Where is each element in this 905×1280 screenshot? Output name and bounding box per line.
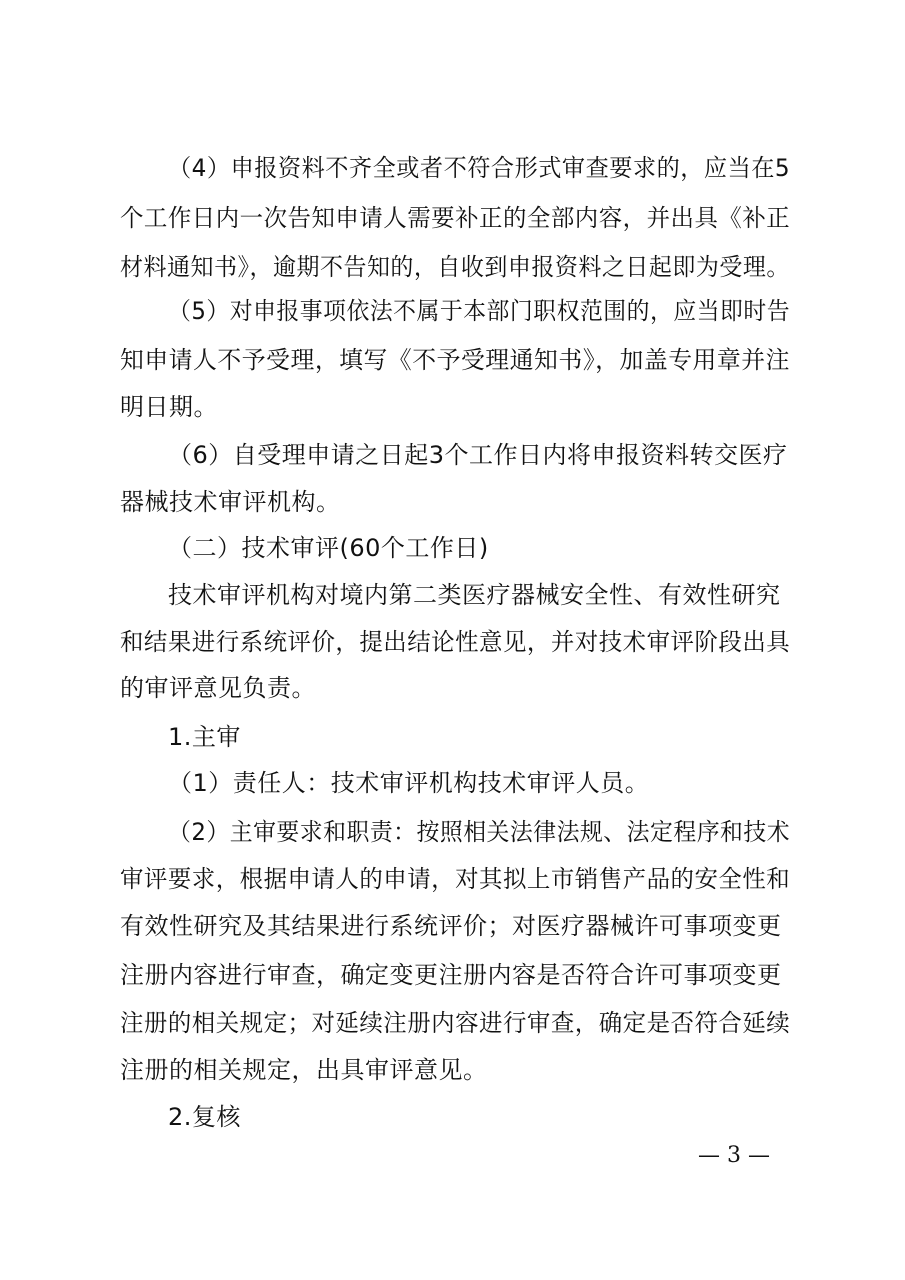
- text-line: （5）对申报事项依法不属于本部门职权范围的，应当即时告: [168, 297, 791, 325]
- text-line: 材料通知书》，逾期不告知的，自收到申报资料之日起即为受理。: [120, 253, 790, 281]
- text-line: （6）自受理申请之日起3个工作日内将申报资料转交医疗: [168, 441, 788, 469]
- text-line: （2）主审要求和职责：按照相关法律法规、法定程序和技术: [168, 818, 791, 846]
- text-line: 和结果进行系统评价，提出结论性意见，并对技术审评阶段出具: [120, 628, 791, 656]
- text-line: 知申请人不予受理，填写《不予受理通知书》，加盖专用章并注: [120, 346, 790, 374]
- text-line: 注册内容进行审查，确定变更注册内容是否符合许可事项变更: [120, 961, 782, 989]
- section-heading: （二）技术审评(60个工作日): [168, 534, 489, 562]
- text-line: 技术审评机构对境内第二类医疗器械安全性、有效性研究: [168, 581, 781, 609]
- text-line: 器械技术审评机构。: [120, 488, 341, 516]
- text-line: 审评要求，根据申请人的申请，对其拟上市销售产品的安全性和: [120, 865, 791, 893]
- text-line: （4）申报资料不齐全或者不符合形式审查要求的，应当在5: [168, 154, 791, 182]
- text-line: 有效性研究及其结果进行系统评价；对医疗器械许可事项变更: [120, 912, 782, 940]
- text-line: 注册的相关规定，出具审评意见。: [120, 1056, 488, 1084]
- text-line: 个工作日内一次告知申请人需要补正的全部内容，并出具《补正: [120, 204, 791, 232]
- subsection-heading: 1.主审: [168, 723, 241, 751]
- text-line: 明日期。: [120, 393, 218, 421]
- text-line: 注册的相关规定；对延续注册内容进行审查，确定是否符合延续: [120, 1009, 791, 1037]
- text-line: （1）责任人：技术审评机构技术审评人员。: [168, 769, 650, 797]
- page-number: — 3 —: [698, 1143, 770, 1168]
- subsection-heading: 2.复核: [168, 1103, 241, 1131]
- text-line: 的审评意见负责。: [120, 674, 316, 702]
